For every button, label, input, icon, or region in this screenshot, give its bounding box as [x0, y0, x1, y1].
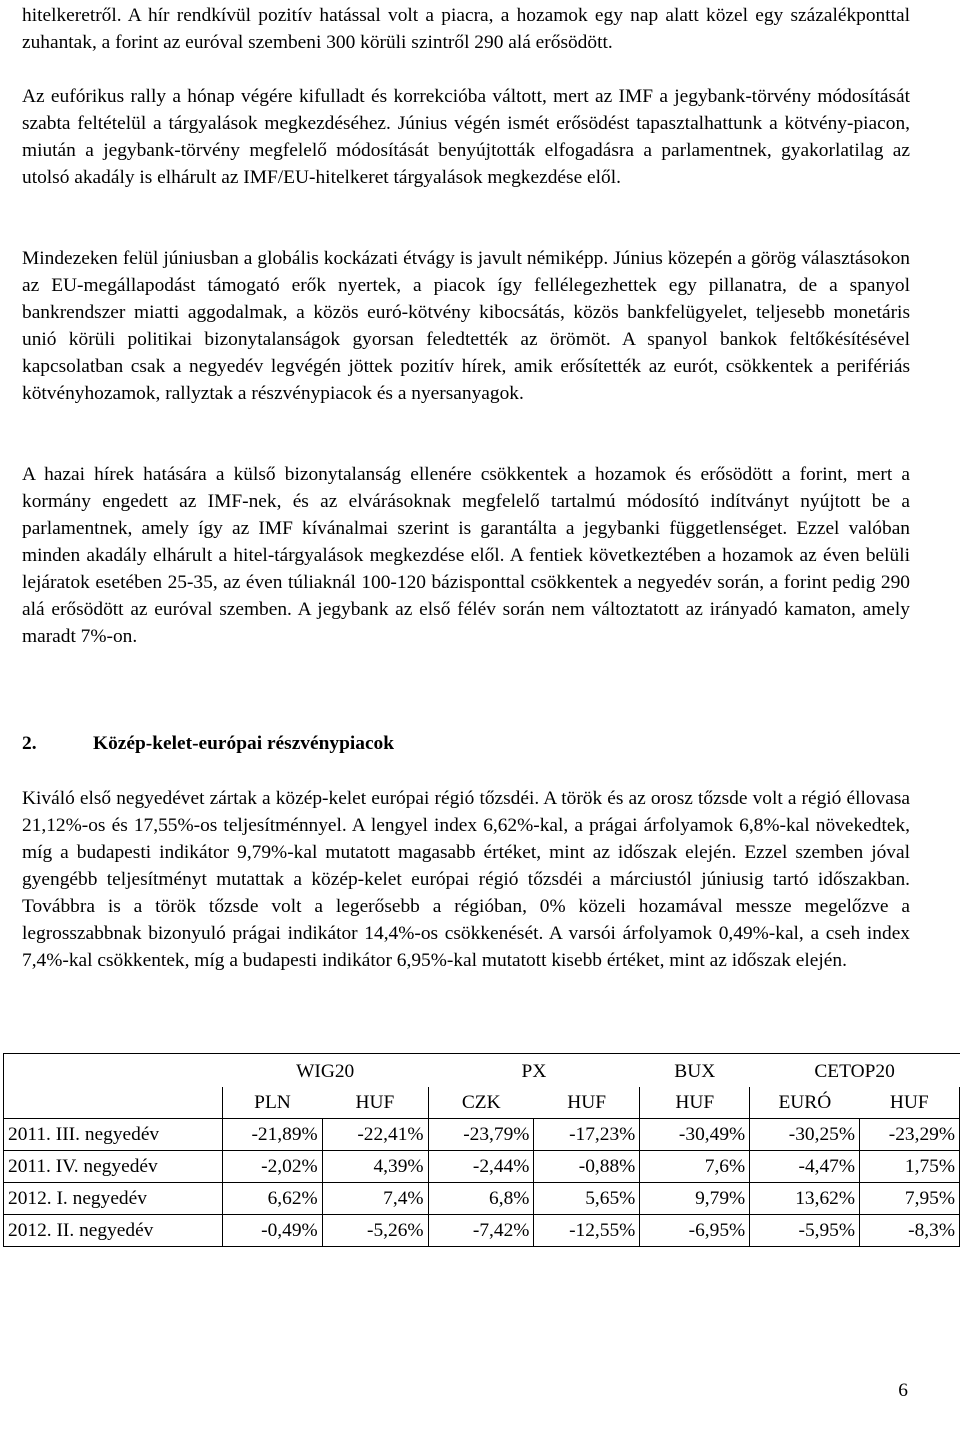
returns-table: [3, 1053, 960, 1247]
table-row-label: 2012. II. negyedév: [4, 1215, 223, 1247]
table-corner: [4, 1054, 223, 1119]
table-cell: -0,49%: [222, 1215, 322, 1247]
table-cell: -7,42%: [428, 1215, 534, 1247]
table-group-header: PX: [428, 1054, 640, 1088]
table-currency-header: CZK: [461, 1092, 501, 1113]
table-cell: 7,4%: [322, 1183, 428, 1215]
section-number: 2.: [22, 733, 37, 754]
table-cell: -23,29%: [860, 1119, 960, 1151]
table-cell: -8,3%: [860, 1215, 960, 1247]
table-row-label: 2011. IV. negyedév: [4, 1151, 223, 1183]
table-cell: -17,23%: [534, 1119, 640, 1151]
table-cell: 6,8%: [428, 1183, 534, 1215]
table-cell: -5,26%: [322, 1215, 428, 1247]
paragraph-1: hitelkeretről. A hír rendkívül pozitív hatással volt a piacra, a hozamok egy nap alatt közel egy százalékponttal zuhantak, a forint az euróval szembeni 300 körüli szintről 290 alá erősödött.: [22, 5, 910, 53]
table-cell: 7,6%: [640, 1151, 750, 1183]
table-group-header: CETOP20: [750, 1054, 960, 1088]
table-cell: 13,62%: [750, 1183, 860, 1215]
table-cell: -5,95%: [750, 1215, 860, 1247]
paragraph-3: Mindezeken felül júniusban a globális kockázati étvágy is javult némiképp. Június közepén a görög választásokon az EU-megállapodást támogató erők nyertek, a piacok így fellélegezhettek egy pillanatra, de a spanyol bankrendszer miatti aggodalmak, a közös euró-kötvény kibocsátás, közös bankfelügyelet, teljesebb monetáris unió körüli politikai bizonytalanságok gyorsan feledtették az örömöt. A spanyol bankok feltőkésítésével kapcsolatban csak a negyedév legvégén jöttek pozitív hírek, amik erősítették az eurót, csökkentek a perifériás kötvényhozamok, rallyztak a részvénypiacok és a nyersanyagok.: [22, 248, 910, 404]
table-cell: 4,39%: [322, 1151, 428, 1183]
table-cell: 5,65%: [534, 1183, 640, 1215]
table-currency-header: HUF: [640, 1087, 750, 1119]
paragraph-4: A hazai hírek hatására a külső bizonytalanság ellenére csökkentek a hozamok és erősödött a forint, mert a kormány engedett az IMF-nek, és az elvárásoknak megfelelő tartalmú módosító indítványt nyújtott be a parlamentnek, amely így az IMF kívánalmai szerint is garantálta a jegybanki függetlenséget. Ezzel valóban minden akadály elhárult a hitel-tárgyalások megkezdése elől. A fentiek következtében a hozamok az éven belüli lejáratok esetében 25-35, az éven túliaknál 100-120 bázisponttal csökkentek a negyedév során, a forint pedig 290 alá erősödött az euróval szemben. A jegybank az első félév során nem változtatott az irányadó kamaton, amely maradt 7%-on.: [22, 464, 910, 647]
table-cell: -2,44%: [428, 1151, 534, 1183]
table-cell: 9,79%: [640, 1183, 750, 1215]
paragraph-5: Kiváló első negyedévet zártak a közép-kelet európai régió tőzsdéi. A török és az orosz tőzsde volt a régió éllovasa 21,12%-os és 17,55%-os teljesítménnyel. A lengyel index 6,62%-kal, a prágai árfolyamok 6,8%-kal növekedtek, míg a budapesti indikátor 9,79%-kal mutatott magasabb értéket, mint az időszak elején. Ezzel szemben jóval gyengébb teljesítményt mutattak a közép-kelet európai régió tőzsdéi a márciustól júniusig tartó időszakban. Továbbra is a török tőzsde volt a legerősebb a régióban, 0% közeli hozamával messze megelőzve a legrosszabbnak bizonyuló prágai indikátor 14,4%-os csökkenését. A varsói árfolyamok 0,49%-kal, a cseh index 7,4%-kal csökkentek, míg a budapesti indikátor 6,95%-kal mutatott kisebb értéket, mint az időszak elején.: [22, 788, 910, 971]
table-row: [4, 1183, 960, 1215]
table-currency-header: HUF: [860, 1087, 960, 1119]
table-group-header: BUX: [640, 1054, 750, 1088]
table-row: [4, 1215, 960, 1247]
table-cell: 7,95%: [860, 1183, 960, 1215]
table-currency-header: EURÓ: [778, 1092, 832, 1113]
page-number: 6: [898, 1380, 908, 1401]
section-title: Közép-kelet-európai részvénypiacok: [93, 733, 395, 754]
table-header-groups: [4, 1054, 960, 1088]
paragraph-2: Az eufórikus rally a hónap végére kifulladt és korrekcióba váltott, mert az IMF a jegybank-törvény módosítását szabta feltételül a tárgyalások megkezdéséhez. Június végén ismét erősödést tapasztalhattunk a kötvény-piacon, miután a jegybank-törvény megfelelő módosítását benyújtották elfogadásra a parlamentnek, gyakorlatilag az utolsó akadály is elhárult az IMF/EU-hitelkeret tárgyalások megkezdése elől.: [22, 86, 910, 188]
table-cell: 1,75%: [860, 1151, 960, 1183]
table-cell: -0,88%: [534, 1151, 640, 1183]
table-currency-header: PLN: [222, 1087, 322, 1119]
table-cell: -21,89%: [222, 1119, 322, 1151]
table-cell: -23,79%: [428, 1119, 534, 1151]
table-group-header: WIG20: [222, 1054, 428, 1088]
table-cell: -4,47%: [750, 1151, 860, 1183]
table-currency-header: HUF: [322, 1087, 428, 1119]
table-row-label: 2012. I. negyedév: [4, 1183, 223, 1215]
table-cell: -22,41%: [322, 1119, 428, 1151]
table-cell: -30,25%: [750, 1119, 860, 1151]
table-cell: 6,62%: [222, 1183, 322, 1215]
table-row: [4, 1151, 960, 1183]
table-row-label: 2011. III. negyedév: [4, 1119, 223, 1151]
table-cell: -12,55%: [534, 1215, 640, 1247]
table-cell: -6,95%: [640, 1215, 750, 1247]
section-heading: [22, 730, 394, 757]
table-cell: -2,02%: [222, 1151, 322, 1183]
table-cell: -30,49%: [640, 1119, 750, 1151]
table-row: [4, 1119, 960, 1151]
table-currency-header: HUF: [534, 1087, 640, 1119]
